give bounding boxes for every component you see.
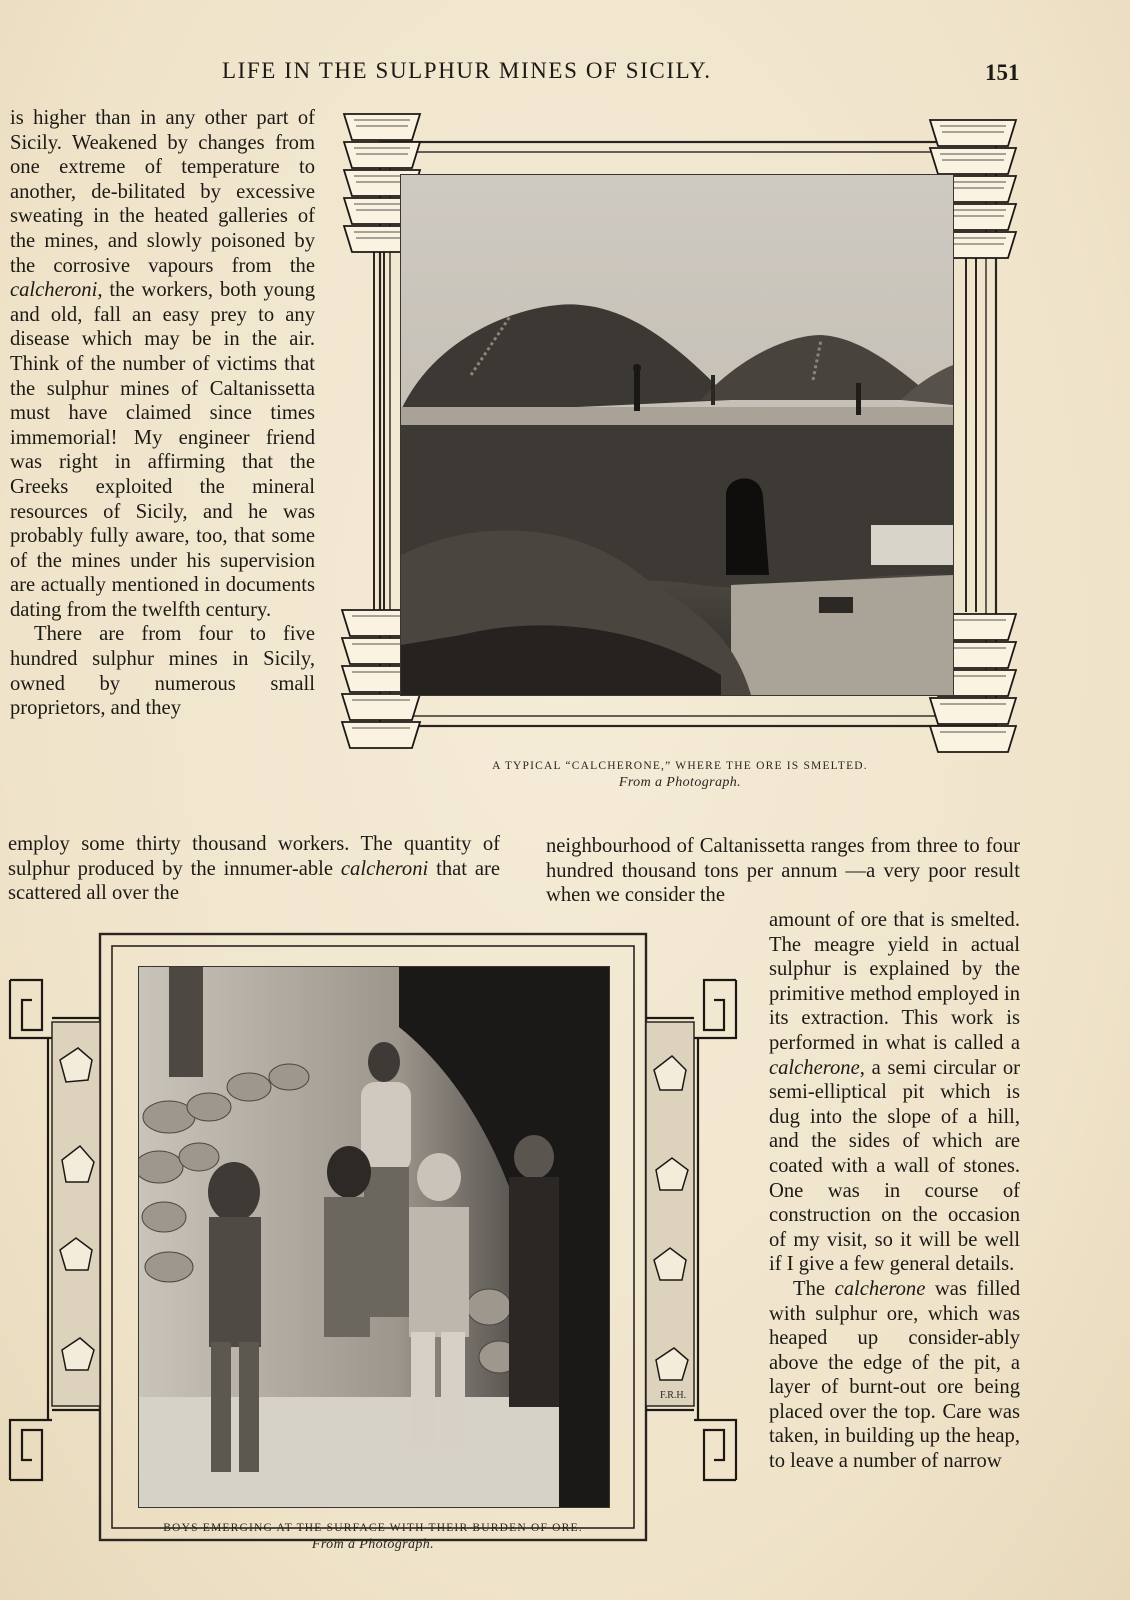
- text-run: , a semi circular or semi-elliptical pit which is dug into the slope of a hill, and the sides of which are coated with a wall of stones. One was in course of construction on the occasion of my visit, so it will be well if I give a few general details.: [769, 1056, 1020, 1276]
- text-run: amount of ore that is smelted. The meagre yield in actual sulphur is explained by the primitive method employed in its extraction. This work is performed in what is called a: [769, 909, 1020, 1054]
- engraver-signature: F.R.H.: [660, 1390, 687, 1401]
- paragraph: [10, 622, 315, 720]
- running-title: LIFE IN THE SULPHUR MINES OF SICILY.: [222, 58, 712, 83]
- paragraph: [769, 908, 1020, 1277]
- photo-boys-with-ore-image: [139, 967, 609, 1507]
- left-column-text: [10, 106, 315, 721]
- figure-calcherone: [340, 112, 1040, 790]
- page-number: 151: [985, 60, 1020, 85]
- right-column-text: [769, 908, 1020, 1474]
- paragraph: [10, 106, 315, 622]
- figure-2-caption: [98, 1522, 648, 1553]
- text-run: neighbourhood of Caltanissetta ranges from three to four hundred thousand tons per annum —a very poor result when we consider the: [546, 835, 1020, 907]
- text-run: is higher than in any other part of Sicily. Weakened by changes from one extreme of temperature to another, de-bilitated by excessive sweating in the heated galleries of the mines, and slowly poisoned by the corrosive vapours from the: [10, 107, 315, 277]
- paragraph: [769, 1277, 1020, 1474]
- text-run: employ some thirty thousand workers. The quantity of sulphur produced by the innumer-able: [8, 833, 500, 880]
- italic-term: calcherone: [834, 1277, 926, 1300]
- paragraph: [8, 832, 500, 906]
- paragraph: [546, 834, 1020, 908]
- italic-term: calcherone: [769, 1056, 860, 1079]
- figure-1-credit: From a Photograph.: [618, 775, 742, 790]
- text-run: , the workers, both young and old, fall an easy prey to any disease which may be in the air. Think of the number of victims that the sulphur mines of Caltanissetta must have claimed since times immemorial! My engineer friend was right in affirming that the Greeks exploited the mineral resources of Sicily, and he was probably fully aware, too, that some of the mines under his supervision are actually mentioned in documents dating from the twelfth century.: [10, 279, 315, 621]
- figure-2-caption-title: BOYS EMERGING AT THE SURFACE WITH THEIR BURDEN OF ORE.: [163, 1522, 583, 1534]
- italic-term: calcheroni: [340, 857, 429, 880]
- text-run: The: [793, 1277, 835, 1300]
- text-run: was filled with sulphur ore, which was heaped up consider-ably above the edge of the pit, a layer of burnt-out ore being placed over the top. Care was taken, in building up the heap, to leave a number of narrow: [769, 1277, 1020, 1473]
- figure-1-caption: [420, 760, 940, 791]
- figure-2-credit: From a Photograph.: [311, 1537, 435, 1552]
- continued-column-text: [8, 832, 500, 906]
- text-run: There are from four to five hundred sulphur mines in Sicily, owned by numerous small proprietors, and they: [10, 623, 315, 720]
- right-column-intro-text: [546, 834, 1020, 908]
- page-header: [0, 58, 1130, 88]
- figure-1-caption-title: A TYPICAL “CALCHERONE,” WHERE THE ORE IS SMELTED.: [492, 760, 868, 772]
- italic-term: calcheroni: [10, 279, 98, 302]
- photo-calcherone: [400, 174, 954, 696]
- text-run: that are scattered all over the: [8, 857, 500, 905]
- photo-calcherone-image: [401, 175, 953, 695]
- figure-boys-with-ore: [8, 920, 738, 1590]
- photo-boys-with-ore: [138, 966, 610, 1508]
